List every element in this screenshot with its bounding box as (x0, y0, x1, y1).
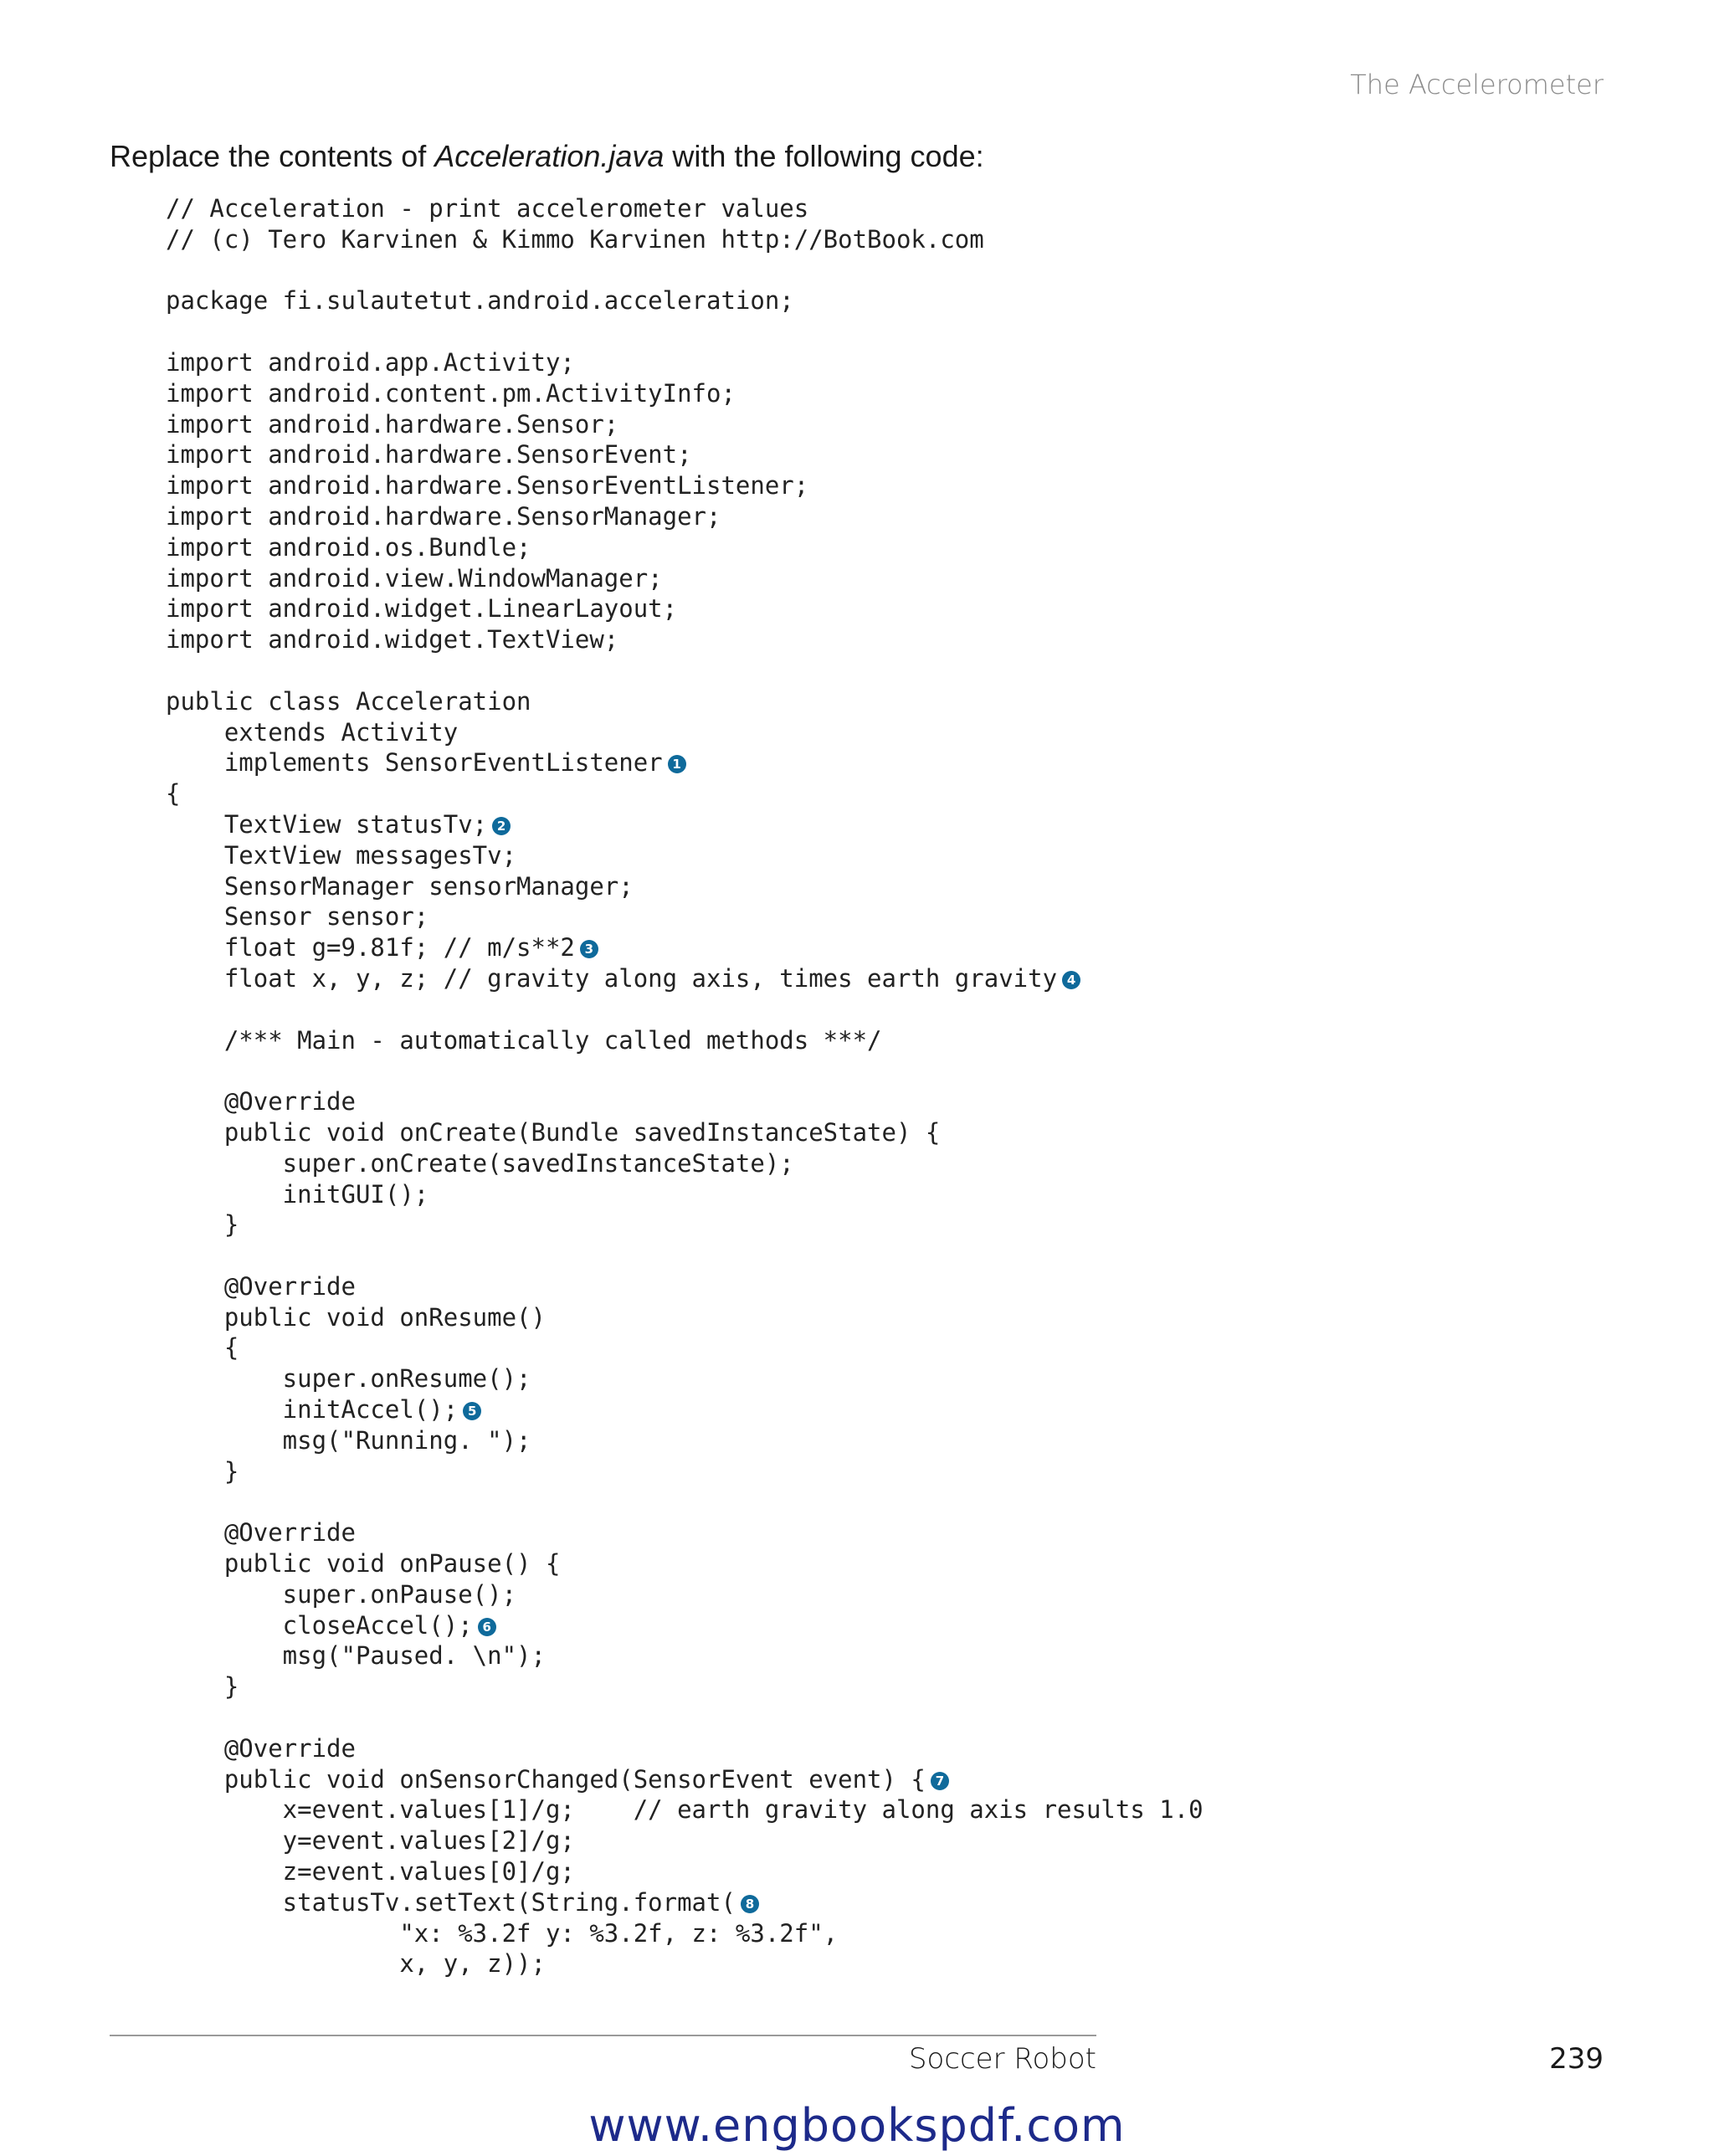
code-line (166, 501, 1203, 532)
code-line-text: public void onPause() { (166, 1549, 561, 1578)
code-line-text: import android.app.Activity; (166, 347, 575, 377)
code-line (166, 563, 1203, 594)
code-line-text: Sensor sensor; (166, 902, 429, 932)
callout-number-icon: 4 (1062, 971, 1080, 989)
code-line-text: import android.view.WindowManager; (166, 563, 663, 593)
code-line (166, 1548, 1203, 1579)
code-line-text: TextView messagesTv; (166, 840, 517, 870)
intro-paragraph (110, 139, 984, 174)
code-line (166, 1086, 1203, 1117)
code-line (166, 1887, 1203, 1918)
callout-number-icon: 8 (741, 1895, 759, 1913)
code-line (166, 285, 1203, 316)
code-line (166, 532, 1203, 563)
code-line (166, 871, 1203, 902)
code-line-text: super.onPause(); (166, 1579, 517, 1609)
code-line (166, 1240, 1203, 1271)
code-line-text: statusTv.setText(String.format( (166, 1887, 736, 1917)
code-line (166, 193, 1203, 224)
code-line (166, 1733, 1203, 1764)
code-line (166, 1486, 1203, 1517)
code-line-text: import android.hardware.Sensor; (166, 409, 619, 439)
code-line (166, 347, 1203, 378)
code-line (166, 1332, 1203, 1363)
code-line-text: initGUI(); (166, 1179, 429, 1209)
code-line-text: import android.content.pm.ActivityInfo; (166, 378, 736, 408)
code-line-text: initAccel(); (166, 1395, 459, 1424)
intro-text-before: Replace the contents of (110, 139, 435, 173)
code-line (166, 1702, 1203, 1733)
code-line (166, 1148, 1203, 1179)
code-line-text: { (166, 1333, 239, 1363)
page-number: 239 (1549, 2042, 1604, 2076)
code-line-text: y=event.values[2]/g; (166, 1826, 575, 1856)
code-line (166, 378, 1203, 409)
code-line-text: public class Acceleration (166, 686, 531, 716)
code-line (166, 1794, 1203, 1825)
code-line-text: { (166, 779, 181, 808)
footer-rule (110, 2035, 1096, 2036)
intro-filename: Acceleration.java (434, 139, 665, 173)
code-line-text: } (166, 1456, 239, 1486)
code-line (166, 686, 1203, 717)
callout-number-icon: 6 (478, 1618, 496, 1636)
code-line-text: /*** Main - automatically called methods ***/ (166, 1025, 882, 1055)
code-line-text: msg("Running. "); (166, 1425, 531, 1455)
code-line (166, 747, 1203, 778)
code-line (166, 470, 1203, 501)
callout-number-icon: 2 (492, 817, 511, 835)
code-line (166, 1579, 1203, 1610)
code-line (166, 1764, 1203, 1795)
code-line (166, 593, 1203, 624)
code-line (166, 901, 1203, 932)
code-line-text: z=event.values[0]/g; (166, 1857, 575, 1887)
code-line-text: } (166, 1672, 239, 1702)
code-line-text: x, y, z)); (166, 1949, 546, 1979)
code-line (166, 1271, 1203, 1302)
code-line (166, 255, 1203, 286)
code-line-text: super.onResume(); (166, 1364, 531, 1394)
running-head: The Accelerometer (1350, 69, 1604, 100)
code-line-text: package fi.sulautetut.android.acceleration; (166, 286, 794, 316)
code-line (166, 809, 1203, 840)
code-line (166, 1856, 1203, 1887)
code-line (166, 655, 1203, 686)
watermark-url: www.engbookspdf.com (588, 2099, 1126, 2152)
code-line-text: @Override (166, 1518, 356, 1548)
code-line (166, 624, 1203, 655)
code-line (166, 1025, 1203, 1056)
code-line (166, 778, 1203, 809)
intro-text-after: with the following code: (664, 139, 984, 173)
code-line (166, 1640, 1203, 1671)
code-line (166, 1610, 1203, 1641)
code-line-text: @Override (166, 1087, 356, 1116)
code-line (166, 932, 1203, 963)
code-line-text: TextView statusTv; (166, 809, 488, 839)
code-line (166, 1948, 1203, 1979)
code-line-text: @Override (166, 1271, 356, 1301)
code-line (166, 963, 1203, 994)
code-line (166, 1825, 1203, 1856)
code-line (166, 1394, 1203, 1425)
code-line-text: public void onResume() (166, 1302, 546, 1332)
code-line-text: public void onCreate(Bundle savedInstanceState) { (166, 1117, 941, 1147)
code-line (166, 1302, 1203, 1333)
code-line-text: import android.hardware.SensorManager; (166, 501, 721, 531)
code-line-text: super.onCreate(savedInstanceState); (166, 1148, 794, 1178)
code-line-text: @Override (166, 1733, 356, 1763)
code-line (166, 717, 1203, 748)
code-line-text: import android.hardware.SensorEventListener; (166, 471, 809, 501)
code-line (166, 1517, 1203, 1548)
code-line-text: } (166, 1210, 239, 1240)
code-line-text: import android.os.Bundle; (166, 532, 531, 562)
code-line (166, 1209, 1203, 1240)
code-line (166, 1918, 1203, 1949)
code-listing (166, 193, 1203, 1979)
code-line-text: x=event.values[1]/g; // earth gravity along axis results 1.0 (166, 1795, 1203, 1825)
code-line-text: import android.hardware.SensorEvent; (166, 440, 692, 470)
callout-number-icon: 3 (580, 940, 598, 958)
code-line-text: public void onSensorChanged(SensorEvent event) { (166, 1764, 926, 1794)
code-line (166, 1055, 1203, 1086)
code-line-text: "x: %3.2f y: %3.2f, z: %3.2f", (166, 1918, 839, 1948)
code-line-text: extends Activity (166, 717, 459, 747)
callout-number-icon: 5 (463, 1402, 481, 1420)
code-line-text: msg("Paused. \n"); (166, 1641, 546, 1671)
code-line (166, 994, 1203, 1025)
callout-number-icon: 7 (931, 1772, 949, 1790)
code-line (166, 1671, 1203, 1702)
code-line-text: import android.widget.TextView; (166, 625, 619, 654)
code-line (166, 316, 1203, 347)
code-line (166, 1117, 1203, 1148)
code-line (166, 224, 1203, 255)
code-line (166, 1179, 1203, 1210)
code-line (166, 840, 1203, 871)
code-line-text: implements SensorEventListener (166, 748, 663, 778)
code-line (166, 409, 1203, 440)
code-line (166, 439, 1203, 470)
code-line-text: SensorManager sensorManager; (166, 871, 634, 901)
code-line-text: // (c) Tero Karvinen & Kimmo Karvinen http://BotBook.com (166, 224, 984, 254)
code-line-text: import android.widget.LinearLayout; (166, 594, 678, 624)
code-line-text: closeAccel(); (166, 1610, 473, 1640)
code-line-text: // Acceleration - print accelerometer values (166, 194, 809, 223)
code-line (166, 1425, 1203, 1456)
footer-chapter-title: Soccer Robot (908, 2042, 1096, 2076)
code-line (166, 1363, 1203, 1394)
callout-number-icon: 1 (668, 755, 686, 773)
code-line-text: float g=9.81f; // m/s**2 (166, 933, 575, 963)
code-line (166, 1456, 1203, 1487)
code-line-text: float x, y, z; // gravity along axis, times earth gravity (166, 963, 1058, 993)
